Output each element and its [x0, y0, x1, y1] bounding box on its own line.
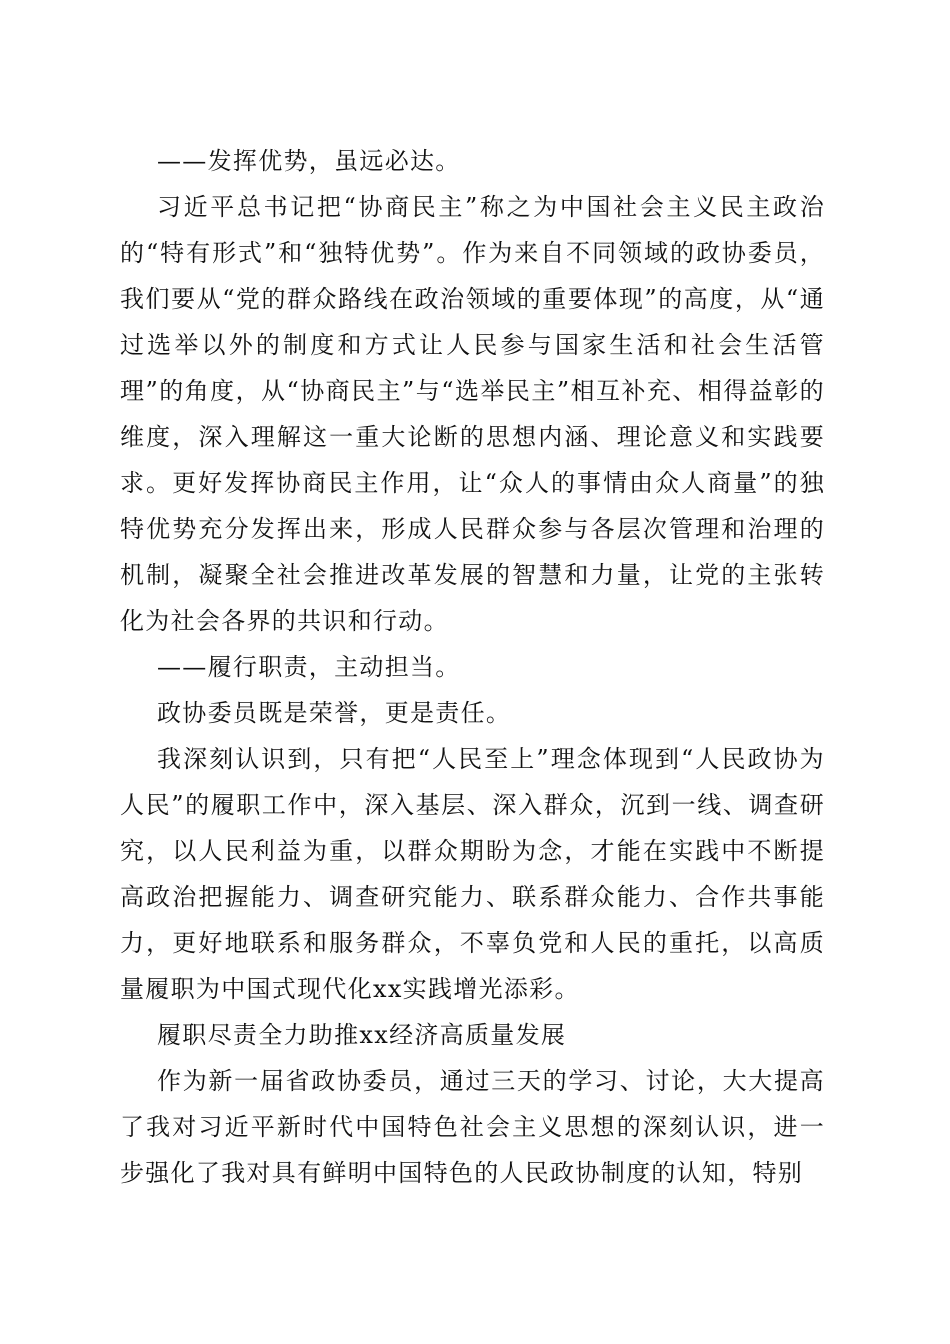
paragraph-consultative-democracy: 习近平总书记把“协商民主”称之为中国社会主义民主政治的“特有形式”和“独特优势”。作为来自不同领域的政协委员，我们要从“党的群众路线在政治领域的重要体现”的高度，从“通过选举以外的制度和方式让人民参与国家生活和社会生活管理”的角度，从“协商民主”与“选举民主”相互补充、相得益彰的维度，深入理解这一重大论断的思想内涵、理论意义和实践要求。更好发挥协商民主作用，让“众人的事情由众人商量”的独特优势充分发挥出来，形成人民群众参与各层次管理和治理的机制，凝聚全社会推进改革发展的智慧和力量，让党的主张转化为社会各界的共识和行动。	[120, 193, 825, 635]
subheading-duty: ——履行职责，主动担当。	[157, 653, 461, 681]
paragraph-new-member: 作为新一届省政协委员，通过三天的学习、讨论，大大提高了我对习近平新时代中国特色社会主义思想的深刻认识，进一步强化了我对具有鲜明中国特色的人民政协制度的认知，特别	[120, 1067, 825, 1187]
paragraph-honor-responsibility: 政协委员既是荣誉，更是责任。	[157, 699, 512, 727]
document-body	[120, 138, 825, 1196]
paragraph-people-first: 我深刻认识到，只有把“人民至上”理念体现到“人民政协为人民”的履职工作中，深入基层、深入群众，沉到一线、调查研究，以人民利益为重，以群众期盼为念，才能在实践中不断提高政治把握能力、调查研究能力、联系群众能力、合作共事能力，更好地联系和服务群众，不辜负党和人民的重托，以高质量履职为中国式现代化xx实践增光添彩。	[120, 745, 825, 1003]
subheading-advantage: ——发挥优势，虽远必达。	[157, 147, 461, 175]
section-title-economy: 履职尽责全力助推xx经济高质量发展	[157, 1021, 567, 1049]
